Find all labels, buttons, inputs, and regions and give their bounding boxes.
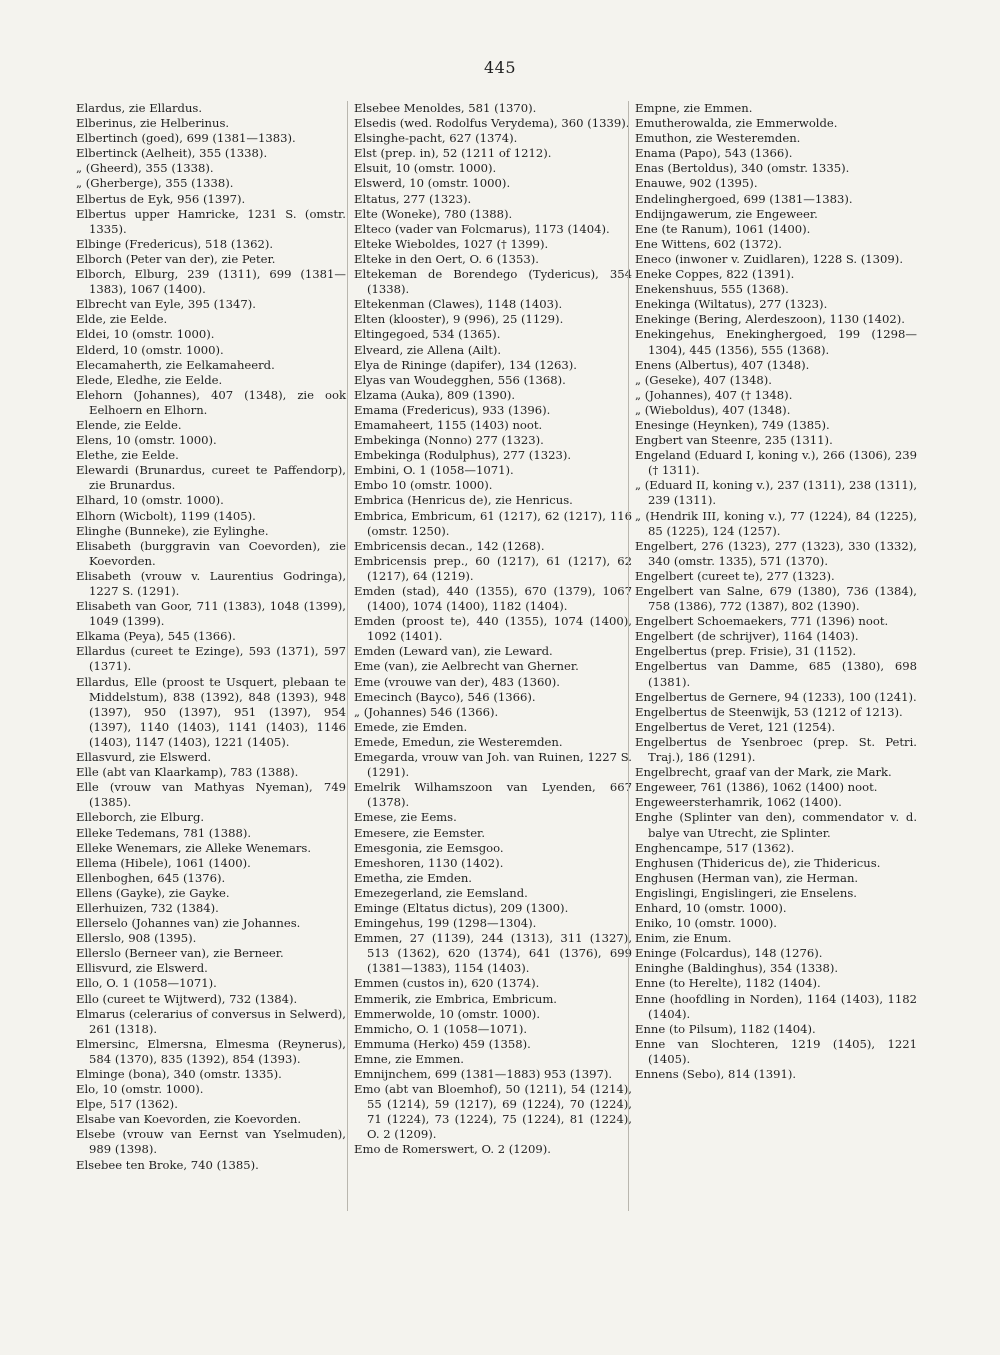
index-entry: Embini, O. 1 (1058—1071).: [354, 463, 514, 478]
index-entry: Elsedis (wed. Rodolfus Verydema), 360 (1339).: [354, 116, 630, 131]
index-entry: Elsebee ten Broke, 740 (1385).: [76, 1157, 259, 1172]
index-entry: Elisabeth (burggravin van Coevorden), zie Koevorden.: [76, 538, 346, 568]
index-entry: Elte (Woneke), 780 (1388).: [354, 206, 513, 221]
index-entry: Eldei, 10 (omstr. 1000).: [76, 327, 215, 342]
index-entry: Elya de Rininge (dapifer), 134 (1263).: [354, 357, 577, 372]
index-entry: Engelbertus de Gernere, 94 (1233), 100 (1241).: [635, 689, 917, 704]
index-entry: Enhard, 10 (omstr. 1000).: [635, 900, 787, 915]
index-entry: Elsuit, 10 (omstr. 1000).: [354, 161, 497, 176]
index-entry: „ (Geseke), 407 (1348).: [635, 372, 772, 387]
page-number: 445: [483, 58, 517, 77]
index-entry: „ (Johannes) 546 (1366).: [354, 704, 499, 719]
index-entry: Elberinus, zie Helberinus.: [76, 116, 230, 131]
index-entry: Elten (klooster), 9 (996), 25 (1129).: [354, 312, 564, 327]
index-entry: Enne (to Pilsum), 1182 (1404).: [635, 1021, 816, 1036]
index-entry: Emuthon, zie Westeremden.: [635, 131, 801, 146]
index-entry: Enens (Albertus), 407 (1348).: [635, 357, 810, 372]
index-entry: Emne, zie Emmen.: [354, 1051, 464, 1066]
index-entry: Elminge (bona), 340 (omstr. 1335).: [76, 1067, 282, 1081]
index-entry: Enghe (Splinter van den), commendator v. d. balye van Utrecht, zie Splinter.: [635, 810, 917, 840]
index-entry: Eninghe (Baldinghus), 354 (1338).: [635, 961, 839, 976]
index-entry: Elderd, 10 (omstr. 1000).: [76, 342, 224, 357]
index-entry: Elleborch, zie Elburg.: [76, 810, 205, 825]
index-entry: Elhard, 10 (omstr. 1000).: [76, 493, 224, 508]
index-entry: „ (Johannes), 407 († 1348).: [635, 387, 793, 402]
index-entry: Elbertus de Eyk, 956 (1397).: [76, 191, 246, 206]
index-entry: Emamaheert, 1155 (1403) noot.: [354, 417, 543, 432]
index-entry: Ellardus (cureet te Ezinge), 593 (1371), 597 (1371).: [76, 644, 346, 674]
index-entry: Emeshoren, 1130 (1402).: [354, 855, 504, 870]
index-entry: Enekinge (Bering, Alerdeszoon), 1130 (1402).: [635, 312, 905, 327]
index-entry: Enesinge (Heynken), 749 (1385).: [635, 417, 830, 432]
index-entry: Ellerselo (Johannes van) zie Johannes.: [76, 916, 301, 931]
index-entry: Eme (vrouwe van der), 483 (1360).: [354, 674, 560, 689]
index-entry: Emden (Leward van), zie Leward.: [354, 644, 553, 659]
index-entry: Enekingehus, Enekinghergoed, 199 (1298—1304), 445 (1356), 555 (1368).: [635, 327, 917, 357]
index-entry: „ (Gherberge), 355 (1338).: [76, 176, 234, 191]
index-entry: „ (Hendrik III, koning v.), 77 (1224), 84 (1225), 85 (1225), 124 (1257).: [635, 508, 917, 538]
index-entry: Engislingi, Engislingeri, zie Enselens.: [635, 885, 857, 900]
index-entry: Ellenboghen, 645 (1376).: [76, 870, 226, 885]
index-entry: Emmerwolde, 10 (omstr. 1000).: [354, 1006, 541, 1021]
index-entry: Elhorn (Wicbolt), 1199 (1405).: [76, 508, 256, 523]
index-entry: Emden (proost te), 440 (1355), 1074 (1400), 1092 (1401).: [354, 614, 632, 644]
index-entry: Ene (te Ranum), 1061 (1400).: [635, 221, 811, 236]
index-entry: Elswerd, 10 (omstr. 1000).: [354, 176, 511, 191]
index-entry: Elyas van Woudegghen, 556 (1368).: [354, 372, 566, 387]
index-entry: Elde, zie Eelde.: [76, 312, 168, 327]
index-column-1: [76, 101, 346, 1173]
index-entry: Emesgonia, zie Eemsgoo.: [354, 840, 504, 855]
index-entry: Enekinga (Wiltatus), 277 (1323).: [635, 297, 828, 312]
index-entry: Eninge (Folcardus), 148 (1276).: [635, 946, 823, 961]
index-entry: Emutherowalda, zie Emmerwolde.: [635, 116, 838, 131]
index-entry: Elisabeth (vrouw v. Laurentius Godringa), 1227 S. (1291).: [76, 568, 346, 598]
index-entry: Elleke Wenemars, zie Alleke Wenemars.: [76, 840, 312, 855]
index-entry: Emmicho, O. 1 (1058—1071).: [354, 1021, 528, 1036]
index-entry: Engelbertus de Steenwijk, 53 (1212 of 1213).: [635, 704, 903, 719]
index-entry: Elsebee Menoldes, 581 (1370).: [354, 101, 537, 115]
index-entry: Emingehus, 199 (1298—1304).: [354, 916, 537, 931]
index-entry: Elsabe van Koevorden, zie Koevorden.: [76, 1112, 302, 1127]
index-entry: Eminge (Eltatus dictus), 209 (1300).: [354, 900, 569, 915]
index-entry: „ (Gheerd), 355 (1338).: [76, 161, 214, 176]
index-entry: Emede, zie Emden.: [354, 719, 468, 734]
index-entry: Eneco (inwoner v. Zuidlaren), 1228 S. (1309).: [635, 251, 904, 266]
index-entry: Ello (cureet te Wijtwerd), 732 (1384).: [76, 991, 298, 1006]
index-entry: Elmarus (celerarius of conversus in Selwerd), 261 (1318).: [76, 1006, 346, 1036]
index-entry: Enne van Slochteren, 1219 (1405), 1221 (1405).: [635, 1036, 917, 1066]
index-entry: „ (Eduard II, koning v.), 237 (1311), 238 (1311), 239 (1311).: [635, 478, 917, 508]
index-entry: Emegarda, vrouw van Joh. van Ruinen, 1227 S. (1291).: [354, 750, 632, 780]
index-entry: Embrica (Henricus de), zie Henricus.: [354, 493, 573, 508]
index-entry: Enas (Bertoldus), 340 (omstr. 1335).: [635, 161, 850, 176]
index-entry: Enne (hoofdling in Norden), 1164 (1403), 1182 (1404).: [635, 991, 917, 1021]
index-entry: Elbertinck (Aelheit), 355 (1338).: [76, 146, 268, 161]
index-entry: Elardus, zie Ellardus.: [76, 101, 203, 115]
index-entry: Emese, zie Eems.: [354, 810, 457, 825]
index-entry: Elbinge (Fredericus), 518 (1362).: [76, 236, 274, 251]
index-entry: Emo (abt van Bloemhof), 50 (1211), 54 (1214), 55 (1214), 59 (1217), 69 (1224), 70 (1224), 71 (1224), 73 (1224), 75 (1224), 81 (1224), O. 2 (1209).: [354, 1082, 632, 1142]
index-entry: Empne, zie Emmen.: [635, 101, 753, 115]
index-entry: Elmersinc, Elmersna, Elmesma (Reynerus), 584 (1370), 835 (1392), 854 (1393).: [76, 1036, 346, 1066]
index-entry: Ene Wittens, 602 (1372).: [635, 236, 782, 251]
index-entry: Ello, O. 1 (1058—1071).: [76, 976, 217, 991]
index-entry: Elkama (Peya), 545 (1366).: [76, 629, 236, 644]
index-entry: Elborch, Elburg, 239 (1311), 699 (1381—1383), 1067 (1400).: [76, 267, 346, 297]
index-entry: Enauwe, 902 (1395).: [635, 176, 758, 191]
index-entry: Embricensis prep., 60 (1217), 61 (1217), 62 (1217), 64 (1219).: [354, 553, 632, 583]
index-entry: Engelbert (de schrijver), 1164 (1403).: [635, 629, 859, 644]
index-entry: Engelbert (cureet te), 277 (1323).: [635, 568, 835, 583]
index-entry: Embrica, Embricum, 61 (1217), 62 (1217), 116 (omstr. 1250).: [354, 508, 632, 538]
index-entry: Emnijnchem, 699 (1381—1883) 953 (1397).: [354, 1067, 613, 1081]
index-entry: Enama (Papo), 543 (1366).: [635, 146, 793, 161]
index-entry: Eltekeman de Borendego (Tydericus), 354 (1338).: [354, 267, 632, 297]
index-entry: Ellens (Gayke), zie Gayke.: [76, 885, 230, 900]
index-entry: Engelbertus de Ysenbroec (prep. St. Petri. Traj.), 186 (1291).: [635, 734, 917, 765]
index-entry: Elens, 10 (omstr. 1000).: [76, 433, 217, 448]
index-entry: Elle (abt van Klaarkamp), 783 (1388).: [76, 765, 299, 780]
index-entry: Emama (Fredericus), 933 (1396).: [354, 402, 551, 417]
index-entry: Enne (to Herelte), 1182 (1404).: [635, 976, 821, 991]
index-entry: Engelbrecht, graaf van der Mark, zie Mark.: [635, 765, 892, 780]
index-entry: Enim, zie Enum.: [635, 931, 732, 946]
index-entry: Engelbertus (prep. Frisie), 31 (1152).: [635, 644, 857, 659]
index-entry: Eltatus, 277 (1323).: [354, 191, 472, 206]
index-entry: Emesere, zie Eemster.: [354, 825, 486, 840]
index-entry: Emden (stad), 440 (1355), 670 (1379), 1067 (1400), 1074 (1400), 1182 (1404).: [354, 584, 632, 614]
index-entry: Elsebe (vrouw van Eernst van Yselmuden), 989 (1398).: [76, 1127, 346, 1157]
index-entry: Emmuma (Herko) 459 (1358).: [354, 1036, 531, 1051]
index-entry: Elborch (Peter van der), zie Peter.: [76, 251, 276, 266]
index-entry: Ellerslo (Berneer van), zie Berneer.: [76, 946, 284, 961]
index-entry: Engbert van Steenre, 235 (1311).: [635, 433, 833, 448]
index-entry: Enghusen (Herman van), zie Herman.: [635, 870, 859, 885]
index-entry: Enghusen (Thidericus de), zie Thidericus.: [635, 855, 881, 870]
index-entry: Embo 10 (omstr. 1000).: [354, 478, 493, 493]
index-entry: Elewardi (Brunardus, cureet te Paffendorp), zie Brunardus.: [76, 463, 346, 493]
index-entry: Eltekenman (Clawes), 1148 (1403).: [354, 297, 563, 312]
index-column-2: [347, 101, 632, 1211]
index-entry: Elecamaherth, zie Eelkamaheerd.: [76, 357, 275, 372]
index-entry: „ (Wieboldus), 407 (1348).: [635, 402, 791, 417]
index-entry: Enekenshuus, 555 (1368).: [635, 282, 789, 297]
index-entry: Elteke in den Oert, O. 6 (1353).: [354, 251, 539, 266]
index-entry: Endelinghergoed, 699 (1381—1383).: [635, 191, 853, 206]
index-entry: Elpe, 517 (1362).: [76, 1097, 178, 1112]
index-entry: Elo, 10 (omstr. 1000).: [76, 1082, 204, 1097]
index-entry: Emo de Romerswert, O. 2 (1209).: [354, 1142, 551, 1157]
index-entry: Elede, Eledhe, zie Eelde.: [76, 372, 223, 387]
index-entry: Ennens (Sebo), 814 (1391).: [635, 1067, 797, 1081]
index-entry: Endijngawerum, zie Engeweer.: [635, 206, 818, 221]
index-entry: Emmen (custos in), 620 (1374).: [354, 976, 540, 991]
index-entry: Emelrik Wilhamszoon van Lyenden, 667 (1378).: [354, 780, 632, 810]
index-entry: Elethe, zie Eelde.: [76, 448, 179, 463]
index-entry: Elsinghe-pacht, 627 (1374).: [354, 131, 518, 146]
index-entry: Elzama (Auka), 809 (1390).: [354, 387, 516, 402]
index-entry: Elbrecht van Eyle, 395 (1347).: [76, 297, 256, 312]
index-entry: Engeweer, 761 (1386), 1062 (1400) noot.: [635, 780, 878, 795]
index-entry: Engeland (Eduard I, koning v.), 266 (1306), 239 († 1311).: [635, 448, 917, 478]
index-entry: Elehorn (Johannes), 407 (1348), zie ook Eelhoern en Elhorn.: [76, 387, 346, 417]
index-entry: Elst (prep. in), 52 (1211 of 1212).: [354, 146, 552, 161]
index-entry: Elinghe (Bunneke), zie Eylinghe.: [76, 523, 269, 538]
index-entry: Ellasvurd, zie Elswerd.: [76, 750, 212, 765]
index-entry: Eneke Coppes, 822 (1391).: [635, 267, 795, 282]
index-entry: Eniko, 10 (omstr. 1000).: [635, 916, 777, 931]
index-entry: Eltingegoed, 534 (1365).: [354, 327, 501, 342]
index-entry: Elteke Wieboldes, 1027 († 1399).: [354, 236, 549, 251]
index-entry: Ellerslo, 908 (1395).: [76, 931, 197, 946]
index-entry: Elleke Tedemans, 781 (1388).: [76, 825, 252, 840]
index-entry: Embekinga (Rodulphus), 277 (1323).: [354, 448, 572, 463]
index-column-3: [628, 101, 917, 1211]
index-entry: Elteco (vader van Folcmarus), 1173 (1404).: [354, 221, 610, 236]
index-entry: Engelbert Schoemaekers, 771 (1396) noot.: [635, 614, 889, 629]
index-entry: Ellerhuizen, 732 (1384).: [76, 900, 219, 915]
index-entry: Emmerik, zie Embrica, Embricum.: [354, 991, 557, 1006]
index-entry: Engelbertus van Damme, 685 (1380), 698 (1381).: [635, 659, 917, 689]
index-entry: Elle (vrouw van Mathyas Nyeman), 749 (1385).: [76, 780, 346, 810]
index-entry: Ellardus, Elle (proost te Usquert, plebaan te Middelstum), 838 (1392), 848 (1393), 948 (1397), 950 (1397), 951 (1397), 954 (1397), 1140 (1403), 1141 (1403), 1146 (1403), 1147 (1403), 1221 (1405).: [76, 674, 346, 749]
index-entry: Elisabeth van Goor, 711 (1383), 1048 (1399), 1049 (1399).: [76, 599, 346, 629]
index-entry: Emecinch (Bayco), 546 (1366).: [354, 689, 536, 704]
index-entry: Elbertinch (goed), 699 (1381—1383).: [76, 131, 296, 146]
index-entry: Engelbert van Salne, 679 (1380), 736 (1384), 758 (1386), 772 (1387), 802 (1390).: [635, 584, 917, 614]
index-entry: Engelbertus de Veret, 121 (1254).: [635, 719, 836, 734]
index-entry: Embekinga (Nonno) 277 (1323).: [354, 433, 544, 448]
index-entry: Elveard, zie Allena (Ailt).: [354, 342, 502, 357]
index-entry: Eme (van), zie Aelbrecht van Gherner.: [354, 659, 579, 674]
index-entry: Ellisvurd, zie Elswerd.: [76, 961, 208, 976]
index-entry: Emezegerland, zie Eemsland.: [354, 885, 528, 900]
index-entry: Embricensis decan., 142 (1268).: [354, 538, 545, 553]
index-entry: Engeweersterhamrik, 1062 (1400).: [635, 795, 842, 810]
index-entry: Engelbert, 276 (1323), 277 (1323), 330 (1332), 340 (omstr. 1335), 571 (1370).: [635, 538, 917, 568]
index-entry: Ellema (Hibele), 1061 (1400).: [76, 855, 251, 870]
index-entry: Emetha, zie Emden.: [354, 870, 472, 885]
index-entry: Enghencampe, 517 (1362).: [635, 840, 795, 855]
index-entry: Emede, Emedun, zie Westeremden.: [354, 734, 563, 749]
index-entry: Elende, zie Eelde.: [76, 417, 182, 432]
index-entry: Elbertus upper Hamricke, 1231 S. (omstr. 1335).: [76, 206, 346, 236]
index-entry: Emmen, 27 (1139), 244 (1313), 311 (1327), 513 (1362), 620 (1374), 641 (1376), 699 (1381—1383), 1154 (1403).: [354, 931, 632, 976]
